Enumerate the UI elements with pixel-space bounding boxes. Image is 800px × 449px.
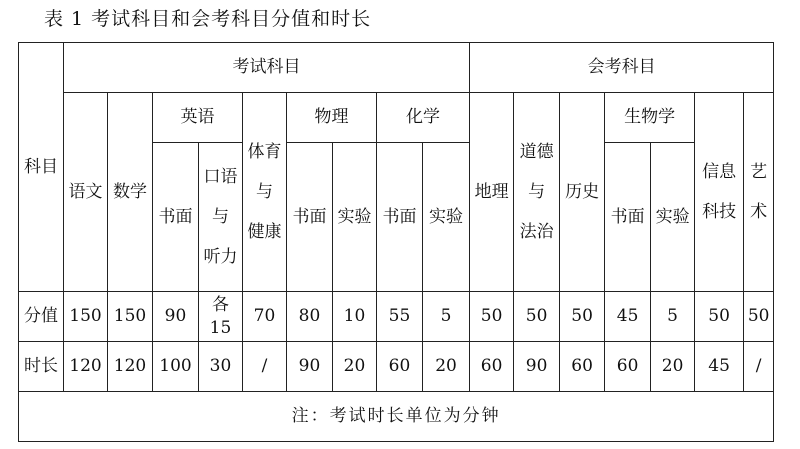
duration-cell: 45 <box>695 342 744 392</box>
subject-dili: 地理 <box>470 93 514 292</box>
duration-cell: / <box>744 342 774 392</box>
score-cell: 55 <box>377 292 423 342</box>
sub-huaxue-shumian: 书面 <box>377 143 423 292</box>
sub-shengwu-shumian: 书面 <box>605 143 651 292</box>
subject-yingyu: 英语 <box>153 93 243 143</box>
duration-cell: 20 <box>423 342 470 392</box>
duration-cell: 100 <box>153 342 199 392</box>
score-cell: 5 <box>651 292 695 342</box>
duration-cell: 120 <box>64 342 108 392</box>
subject-shuxue: 数学 <box>108 93 153 292</box>
sub-shengwu-shiyan: 实验 <box>651 143 695 292</box>
score-cell: 各 15 <box>199 292 243 342</box>
score-cell: 90 <box>153 292 199 342</box>
row-header-subject: 科目 <box>19 43 64 292</box>
sub-wuli-shumian: 书面 <box>287 143 333 292</box>
score-cell: 5 <box>423 292 470 342</box>
duration-cell: 90 <box>287 342 333 392</box>
score-cell: 150 <box>108 292 153 342</box>
table-note: 注：考试时长单位为分钟 <box>19 392 774 442</box>
sub-huaxue-shiyan: 实验 <box>423 143 470 292</box>
duration-cell: 60 <box>470 342 514 392</box>
duration-cell: / <box>243 342 287 392</box>
duration-cell: 30 <box>199 342 243 392</box>
group-exam-subjects: 考试科目 <box>64 43 470 93</box>
subject-shengwu: 生物学 <box>605 93 695 143</box>
subject-lishi: 历史 <box>560 93 605 292</box>
group-huikao-subjects: 会考科目 <box>470 43 774 93</box>
subject-yuwen: 语文 <box>64 93 108 292</box>
score-cell: 50 <box>470 292 514 342</box>
subject-huaxue: 化学 <box>377 93 470 143</box>
score-duration-table <box>18 42 774 442</box>
duration-cell: 20 <box>651 342 695 392</box>
duration-cell: 120 <box>108 342 153 392</box>
score-cell: 50 <box>560 292 605 342</box>
duration-cell: 60 <box>377 342 423 392</box>
subject-wuli: 物理 <box>287 93 377 143</box>
score-cell: 150 <box>64 292 108 342</box>
score-cell: 80 <box>287 292 333 342</box>
subject-yishu: 艺 术 <box>744 93 774 292</box>
score-cell: 50 <box>744 292 774 342</box>
table-row-duration <box>19 342 774 392</box>
sub-yingyu-shumian: 书面 <box>153 143 199 292</box>
subject-xinxi: 信息 科技 <box>695 93 744 292</box>
score-cell: 45 <box>605 292 651 342</box>
row-label-duration: 时长 <box>19 342 64 392</box>
score-cell: 70 <box>243 292 287 342</box>
row-label-score: 分值 <box>19 292 64 342</box>
subject-daode: 道德 与 法治 <box>514 93 560 292</box>
score-cell: 10 <box>333 292 377 342</box>
duration-cell: 60 <box>560 342 605 392</box>
duration-cell: 60 <box>605 342 651 392</box>
duration-cell: 20 <box>333 342 377 392</box>
subject-tiyu: 体育 与 健康 <box>243 93 287 292</box>
table-caption: 表 1 考试科目和会考科目分值和时长 <box>44 8 372 30</box>
table-row-score <box>19 292 774 342</box>
sub-wuli-shiyan: 实验 <box>333 143 377 292</box>
duration-cell: 90 <box>514 342 560 392</box>
score-cell: 50 <box>695 292 744 342</box>
score-cell: 50 <box>514 292 560 342</box>
sub-yingyu-kouyu-tingli: 口语 与 听力 <box>199 143 243 292</box>
